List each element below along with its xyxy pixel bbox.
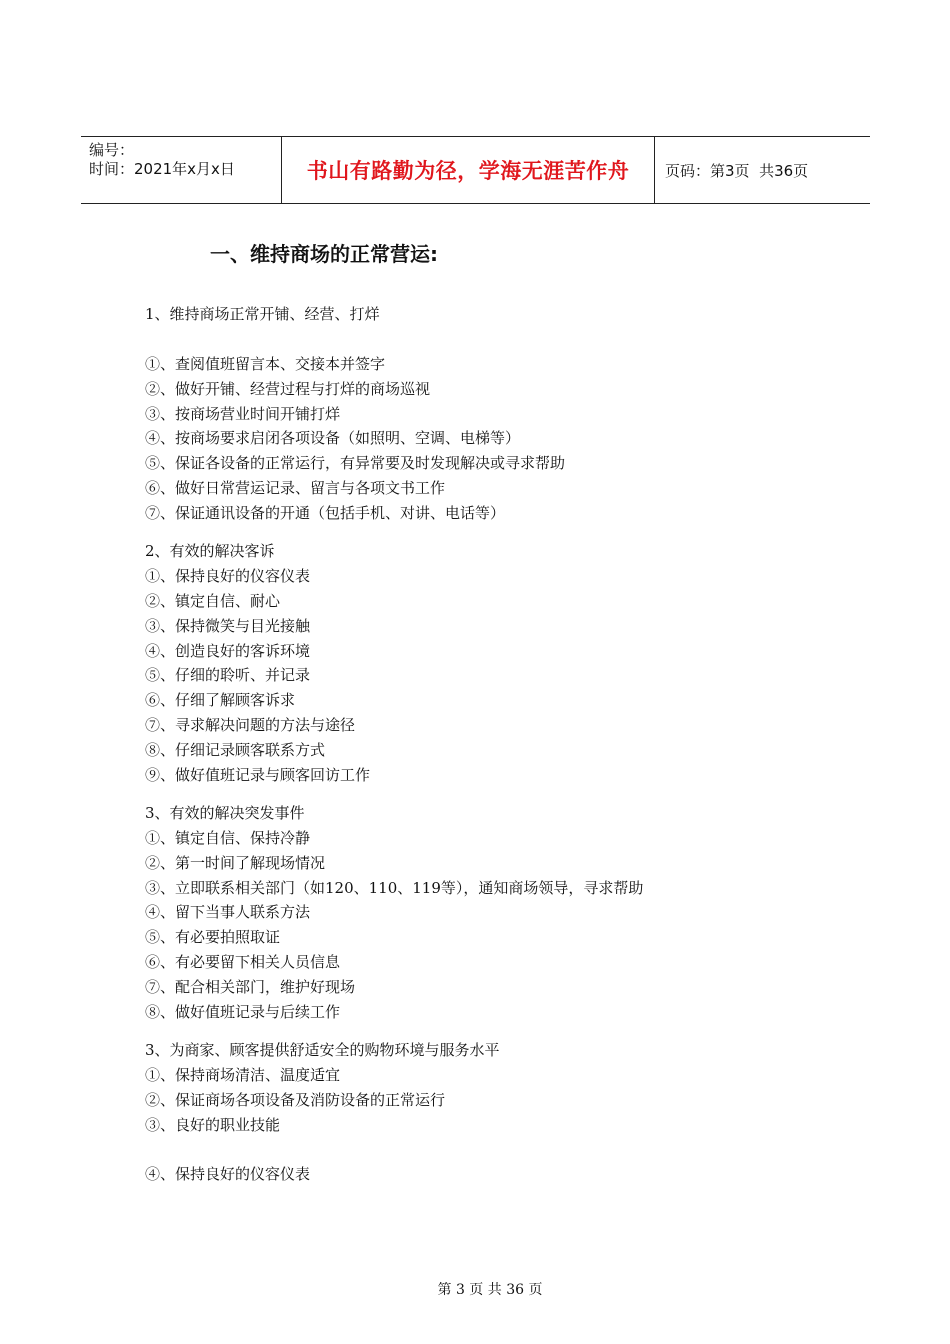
list-item: ⑦、配合相关部门，维护好现场 [145,978,356,997]
list-item: ③、良好的职业技能 [145,1115,281,1134]
list-item: ③、保持微笑与目光接触 [145,616,311,635]
list-item: ②、保证商场各项设备及消防设备的正常运行 [145,1090,446,1109]
list-item: ⑦、寻求解决问题的方法与途径 [145,716,356,735]
list-item: ⑥、做好日常营运记录、留言与各项文书工作 [145,479,446,498]
list-item: ④、创造良好的客诉环境 [145,641,311,660]
header-motto-cell [281,137,655,203]
list-item: ①、镇定自信、保持冷静 [145,828,311,847]
section-heading: 2、有效的解决客诉 [145,542,275,561]
page-footer [0,1279,950,1299]
document-header [81,136,870,204]
header-page-cell [655,137,870,203]
list-item: ⑧、仔细记录顾客联系方式 [145,741,326,760]
motto-text: 书山有路勤为径，学海无涯苦作舟 [306,159,630,183]
list-item: ③、立即联系相关部门（如120、110、119等），通知商场领导，寻求帮助 [145,878,644,897]
number-label: 编号： [89,141,135,159]
section-3 [145,801,845,1025]
list-item: ④、按商场要求启闭各项设备（如照明、空调、电梯等） [145,429,521,448]
section-1 [145,302,845,526]
list-item: ④、保持良好的仪容仪表 [145,1165,311,1184]
footer-page-number: 第 3 页 共 36 页 [437,1282,543,1298]
list-item: ⑨、做好值班记录与顾客回访工作 [145,766,371,785]
section-heading: 3、为商家、顾客提供舒适安全的购物环境与服务水平 [145,1040,500,1059]
page-label: 页码：第3页 共36页 [665,161,809,180]
list-item: ②、做好开铺、经营过程与打烊的商场巡视 [145,379,431,398]
list-item: ⑦、保证通讯设备的开通（包括手机、对讲、电话等） [145,504,506,523]
header-meta-cell [81,137,281,203]
section-heading: 1、维持商场正常开铺、经营、打烊 [145,305,380,323]
list-item: ④、留下当事人联系方法 [145,903,311,922]
list-item: ②、镇定自信、耐心 [145,591,281,610]
list-item: ②、第一时间了解现场情况 [145,853,326,872]
list-item: ⑥、仔细了解顾客诉求 [145,691,296,710]
document-body [145,302,845,1200]
list-item: ①、保持良好的仪容仪表 [145,566,311,585]
spacer [145,327,845,352]
section-2 [145,539,845,788]
list-item: ①、保持商场清洁、温度适宜 [145,1065,341,1084]
list-item: ⑧、做好值班记录与后续工作 [145,1003,341,1022]
time-label: 时间：2021年x月x日 [89,160,235,178]
section-4 [145,1038,845,1187]
section-heading: 3、有效的解决突发事件 [145,803,305,822]
list-item: ③、按商场营业时间开铺打烊 [145,404,341,423]
list-item: ⑤、仔细的聆听、并记录 [145,666,311,685]
list-item: ⑥、有必要留下相关人员信息 [145,953,341,972]
spacer [145,1138,845,1163]
list-item: ⑤、有必要拍照取证 [145,928,281,947]
page-title: 一、维持商场的正常营运: [210,242,438,266]
list-item: ⑤、保证各设备的正常运行，有异常要及时发现解决或寻求帮助 [145,454,566,473]
list-item: ①、查阅值班留言本、交接本并签字 [145,354,386,373]
